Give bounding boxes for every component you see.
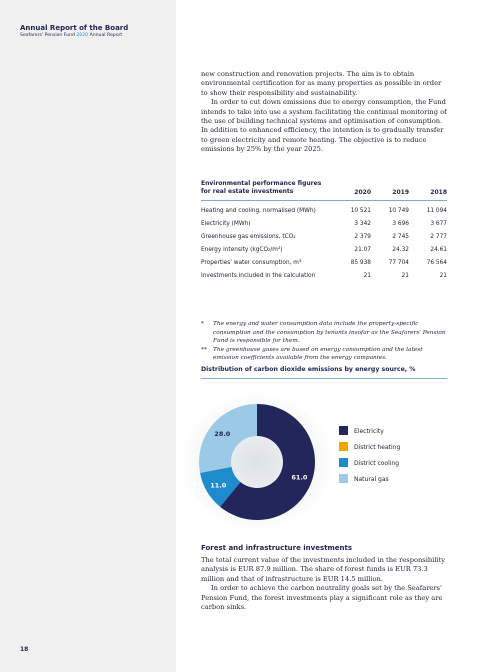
running-header-title: Annual Report of the Board bbox=[20, 24, 129, 32]
cell-value: 10 521 bbox=[350, 207, 371, 214]
intro-text bbox=[201, 70, 447, 155]
table-title-line1: Environmental performance figures bbox=[201, 180, 322, 187]
cell-value: 2 745 bbox=[392, 233, 409, 240]
data-label: 11.0 bbox=[210, 481, 227, 490]
cell-value: 21.07 bbox=[354, 246, 371, 253]
row-label: Energy intensity (kgCO₂/m²) bbox=[201, 246, 283, 253]
legend-label: District cooling bbox=[354, 460, 400, 467]
cell-value: 24.61 bbox=[430, 246, 447, 253]
cell-value: 3 696 bbox=[392, 220, 409, 227]
cell-value: 21 bbox=[401, 272, 409, 279]
cell-value: 2 379 bbox=[354, 233, 371, 240]
chart-title: Distribution of carbon dioxide emissions by energy source, % bbox=[201, 366, 416, 373]
section-paragraph: The total current value of the investments included in the responsibility analysis is EUR 87.9 million. The share of forest funds is EUR 73.3 million and that of infrastructure is EUR 14.5 million. bbox=[201, 556, 446, 583]
row-label: Heating and cooling, normalised (MWh) bbox=[201, 207, 316, 214]
page-number: 18 bbox=[20, 646, 29, 653]
table-row bbox=[201, 269, 447, 282]
cell-value: 85 938 bbox=[350, 259, 371, 266]
subtitle-year: 2020 bbox=[76, 33, 89, 38]
cell-value: 77 704 bbox=[388, 259, 409, 266]
footnote-marker: * bbox=[201, 321, 204, 327]
row-label: Investments included in the calculation bbox=[201, 272, 316, 279]
year-header: 2019 bbox=[392, 189, 409, 196]
table-header-row bbox=[201, 180, 447, 201]
footnote-text: The greenhouse gases are based on energy consumption and the latest emission coefficients available from the energy companies. bbox=[213, 346, 423, 362]
subtitle-prefix: Seafarers' Pension Fund bbox=[20, 33, 77, 38]
intro-paragraph: new construction and renovation projects. The aim is to obtain environmental certification for as many properties as possible in order to show their responsibility and sustainability. bbox=[201, 70, 442, 97]
cell-value: 2 777 bbox=[430, 233, 447, 240]
legend-swatch bbox=[339, 458, 348, 467]
table-footnotes bbox=[201, 320, 447, 363]
footnote bbox=[201, 320, 447, 346]
legend-label: Electricity bbox=[354, 428, 384, 435]
year-header: 2018 bbox=[430, 189, 447, 196]
section-text bbox=[201, 556, 447, 612]
footnote bbox=[201, 346, 447, 363]
cell-value: 76 564 bbox=[426, 259, 447, 266]
subtitle-suffix: Annual Report bbox=[88, 33, 123, 38]
data-label: 61.0 bbox=[291, 473, 308, 482]
table-row bbox=[201, 201, 447, 218]
table-row bbox=[201, 230, 447, 243]
running-header-subtitle bbox=[20, 33, 122, 38]
cell-value: 3 677 bbox=[430, 220, 447, 227]
environmental-figures-table bbox=[201, 180, 447, 282]
cell-value: 21 bbox=[439, 272, 447, 279]
legend-swatch bbox=[339, 442, 348, 451]
legend-swatch bbox=[339, 426, 348, 435]
table-title bbox=[201, 180, 331, 201]
emissions-donut-chart bbox=[185, 386, 447, 534]
footnote-marker: ** bbox=[201, 346, 207, 353]
cell-value: 21 bbox=[363, 272, 371, 279]
left-margin-panel bbox=[0, 0, 176, 672]
row-label: Greenhouse gas emissions, tCO₂ bbox=[201, 233, 296, 240]
table-row bbox=[201, 217, 447, 230]
legend-label: District heating bbox=[354, 444, 401, 451]
cell-value: 3 342 bbox=[354, 220, 371, 227]
row-label: Properties' water consumption, m³ bbox=[201, 259, 302, 266]
table-title-line2: for real estate investments bbox=[201, 188, 294, 195]
cell-value: 10 749 bbox=[388, 207, 409, 214]
chart-title-rule bbox=[201, 378, 447, 379]
cell-value: 24.32 bbox=[392, 246, 409, 253]
table-row bbox=[201, 243, 447, 256]
intro-paragraph: In order to cut down emissions due to energy consumption, the Fund intends to take into use a system facilitating the continual monitoring of the use of building technical systems and optimisation of consumption. In addition to enhanced efficiency, the intention is to gradually transfer to green electricity and remote heating. The objective is to reduce emissions by 25% by the year 2025. bbox=[201, 98, 447, 154]
footnote-text: The energy and water consumption data include the property-specific consumption and the consumption by tenants insofar as the Seafarers' Pension Fund is responsible for them. bbox=[213, 321, 446, 345]
table-row bbox=[201, 256, 447, 269]
year-header: 2020 bbox=[354, 189, 371, 196]
legend-swatch bbox=[339, 474, 348, 483]
data-label: 28.0 bbox=[214, 429, 231, 438]
section-paragraph: In order to achieve the carbon neutrality goals set by the Seafarers' Pension Fund, the forest investments play a significant role as they are carbon sinks. bbox=[201, 584, 443, 612]
legend-label: Natural gas bbox=[354, 476, 389, 483]
cell-value: 11 094 bbox=[426, 207, 447, 214]
row-label: Electricity (MWh) bbox=[201, 220, 251, 227]
section-heading: Forest and infrastructure investments bbox=[201, 544, 353, 552]
